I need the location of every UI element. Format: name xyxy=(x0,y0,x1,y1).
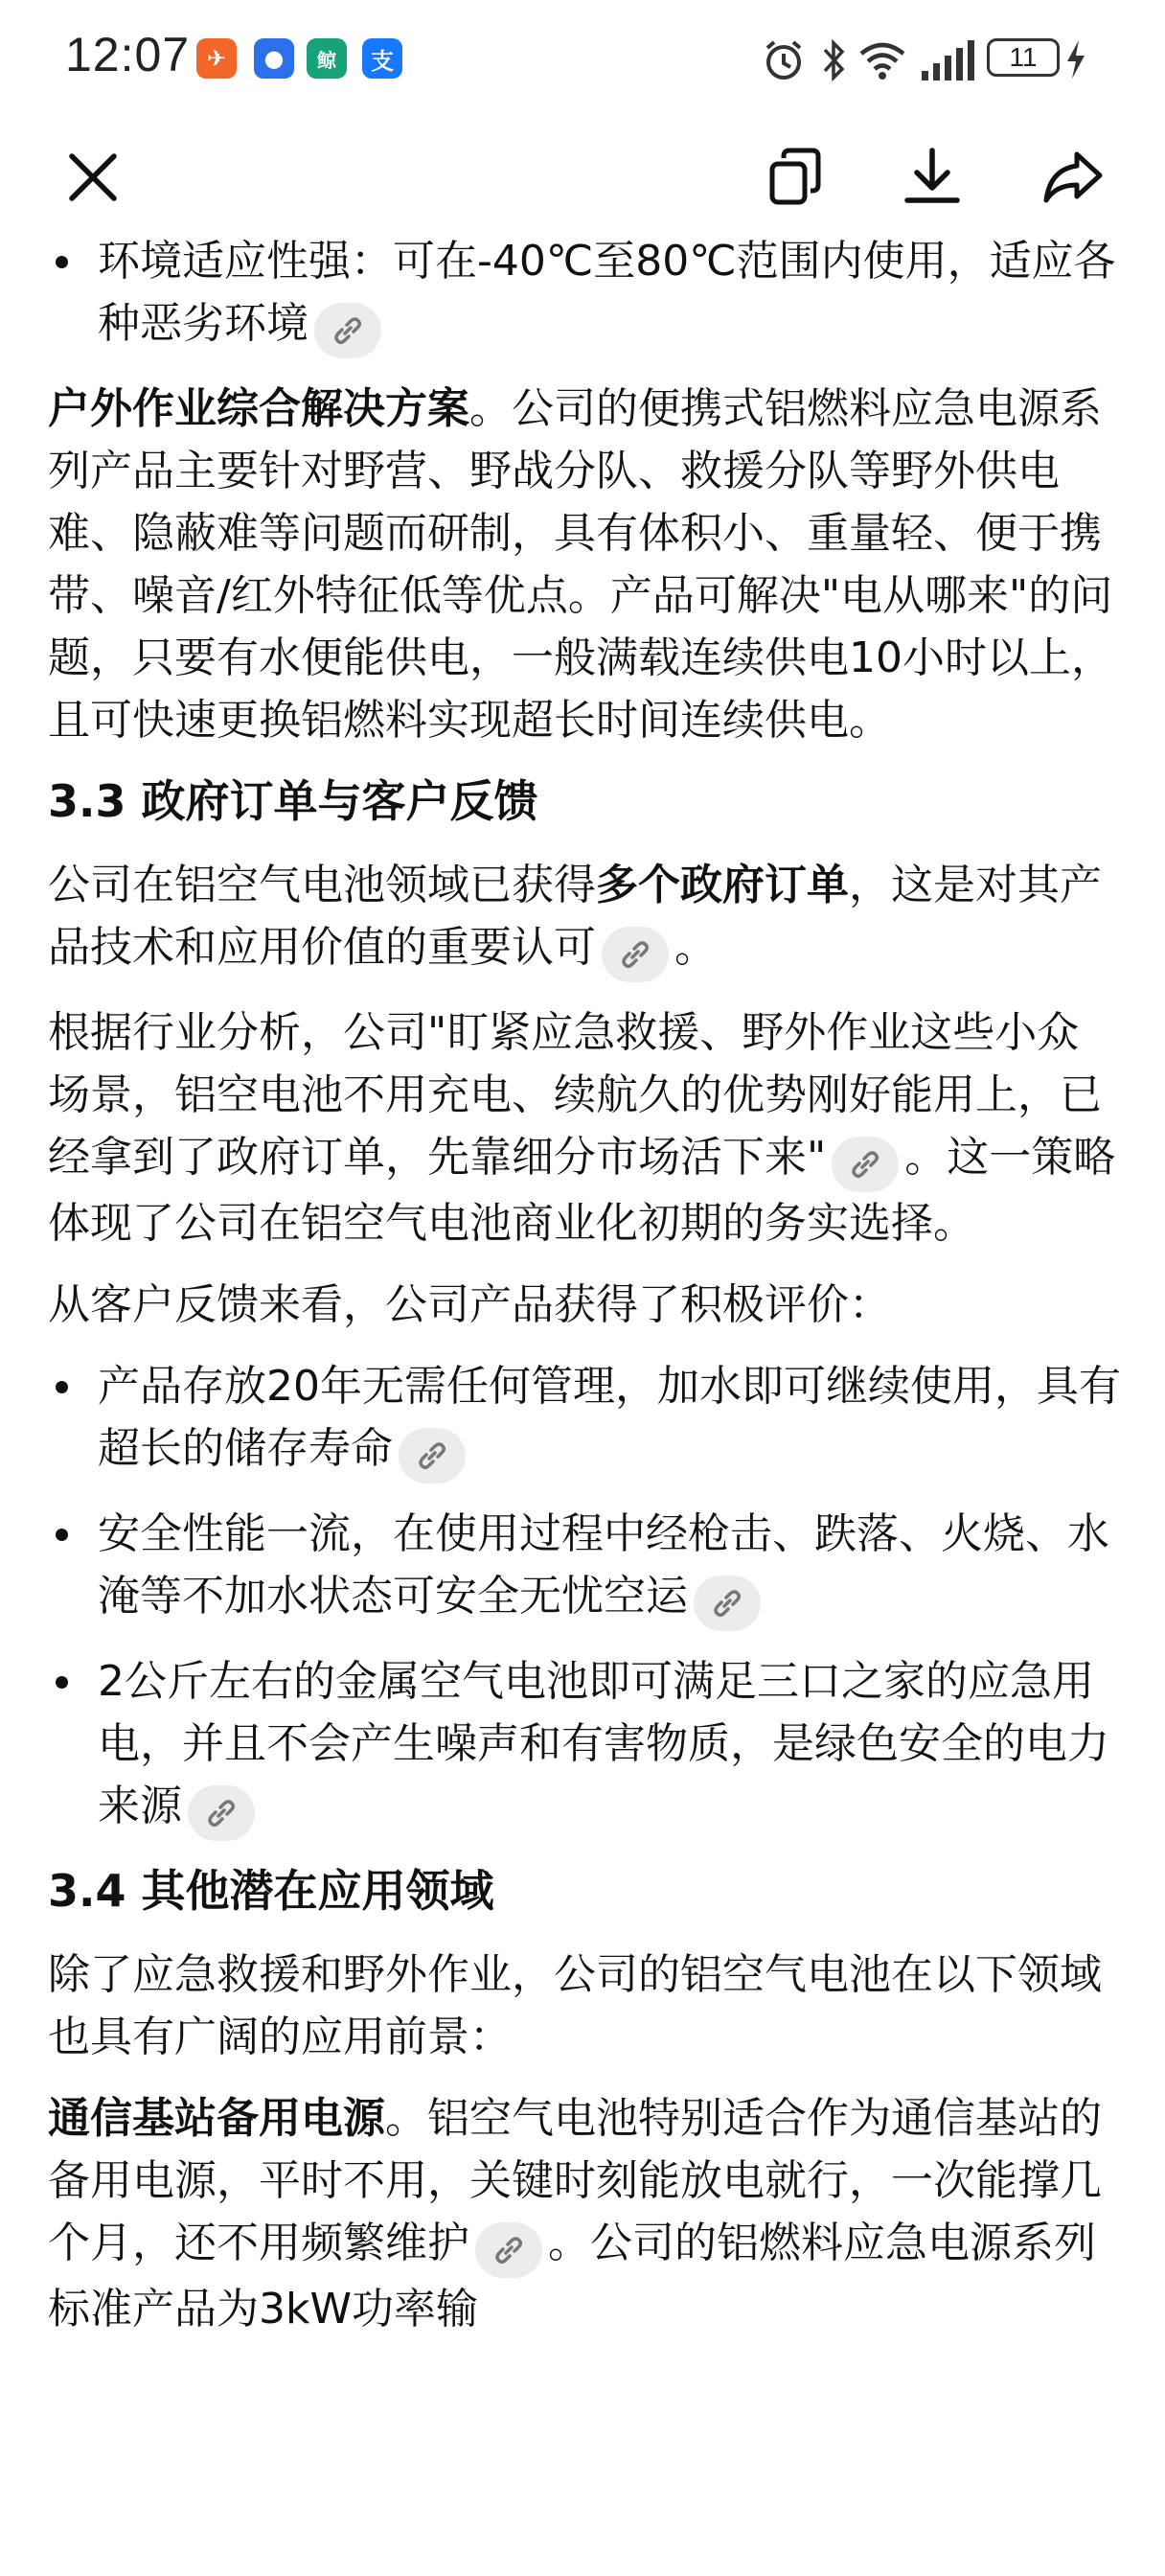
section-heading-3-3: 3.3 政府订单与客户反馈 xyxy=(48,775,538,827)
list-item: 产品存放20年无需任何管理，加水即可继续使用，具有超长的储存寿命 xyxy=(48,1355,1121,1484)
bullet-list-feedback xyxy=(48,1355,1121,1841)
share-icon xyxy=(1040,147,1106,208)
status-time: 12:07 xyxy=(65,28,191,81)
bluetooth-icon xyxy=(819,38,848,82)
citation-link-button[interactable] xyxy=(602,927,669,982)
download-icon xyxy=(902,147,963,208)
battery-level: 11 xyxy=(1009,42,1038,72)
link-icon xyxy=(617,936,653,973)
share-button[interactable] xyxy=(1030,134,1116,220)
battery-indicator xyxy=(987,38,1060,77)
charging-icon xyxy=(1065,40,1086,79)
link-icon xyxy=(491,2232,527,2268)
citation-link-button[interactable] xyxy=(832,1137,899,1192)
citation-link-button[interactable] xyxy=(314,303,381,358)
citation-link-button[interactable] xyxy=(399,1428,466,1484)
alarm-icon xyxy=(762,38,806,82)
signal-icon xyxy=(920,40,975,80)
app-icon-orange: ✈ xyxy=(196,38,237,79)
link-icon xyxy=(203,1795,240,1831)
list-item: 安全性能一流，在使用过程中经枪击、跌落、火烧、水淹等不加水状态可安全无忧空运 xyxy=(48,1503,1121,1631)
link-icon xyxy=(414,1438,450,1474)
section-heading-3-4: 3.4 其他潜在应用领域 xyxy=(48,1865,494,1917)
app-icon-blue: ● xyxy=(254,38,294,79)
paragraph-other-areas: 除了应急救援和野外作业，公司的铝空气电池在以下领域也具有广阔的应用前景： xyxy=(48,1950,1102,2061)
document-content xyxy=(48,230,1121,2359)
link-icon xyxy=(709,1585,745,1622)
paragraph-feedback-intro: 从客户反馈来看，公司产品获得了积极评价： xyxy=(48,1280,891,1329)
copy-icon xyxy=(765,147,826,208)
citation-link-button[interactable] xyxy=(188,1785,255,1841)
app-icon-green: 鲸 xyxy=(307,38,347,79)
paragraph-telecom: 通信基站备用电源。铝空气电池特别适合作为通信基站的备用电源，平时不用，关键时刻能放电就行，一次能撑几个月，还不用频繁维护 。公司的铝燃料应急电源系列标准产品为3kW功率输 xyxy=(48,2094,1102,2334)
link-icon xyxy=(847,1146,883,1183)
app-icon-alipay: 支 xyxy=(362,38,402,79)
close-button[interactable] xyxy=(50,134,136,220)
link-icon xyxy=(330,312,366,349)
copy-button[interactable] xyxy=(752,134,838,220)
close-icon xyxy=(66,150,120,204)
list-item: 2公斤左右的金属空气电池即可满足三口之家的应急用电，并且不会产生噪声和有害物质，是绿色安全的电力来源 xyxy=(48,1650,1121,1841)
bullet-list-env xyxy=(48,230,1121,358)
download-button[interactable] xyxy=(889,134,975,220)
list-item: 环境适应性强：可在-40℃至80℃范围内使用，适应各种恶劣环境 xyxy=(48,230,1121,358)
paragraph-industry-analysis: 根据行业分析，公司"盯紧应急救援、野外作业这些小众场景，铝空电池不用充电、续航久的优势刚好能用上，已经拿到了政府订单，先靠细分市场活下来" 。这一策略体现了公司在铝空气电池商业化初期的务实选择。 xyxy=(48,1008,1116,1248)
top-toolbar xyxy=(0,125,1165,230)
citation-link-button[interactable] xyxy=(694,1576,761,1631)
status-bar xyxy=(0,0,1165,115)
citation-link-button[interactable] xyxy=(475,2222,542,2278)
paragraph-outdoor: 户外作业综合解决方案。公司的便携式铝燃料应急电源系列产品主要针对野营、野战分队、救援分队等野外供电难、隐蔽难等问题而研制，具有体积小、重量轻、便于携带、噪音/红外特征低等优点。产品可解决"电从哪来"的问题，只要有水便能供电，一般满载连续供电10小时以上，且可快速更换铝燃料实现超长时间连续供电。 xyxy=(48,384,1113,745)
paragraph-gov-orders: 公司在铝空气电池领域已获得多个政府订单，这是对其产品技术和应用价值的重要认可 。 xyxy=(48,854,1121,982)
wifi-icon xyxy=(857,38,907,82)
